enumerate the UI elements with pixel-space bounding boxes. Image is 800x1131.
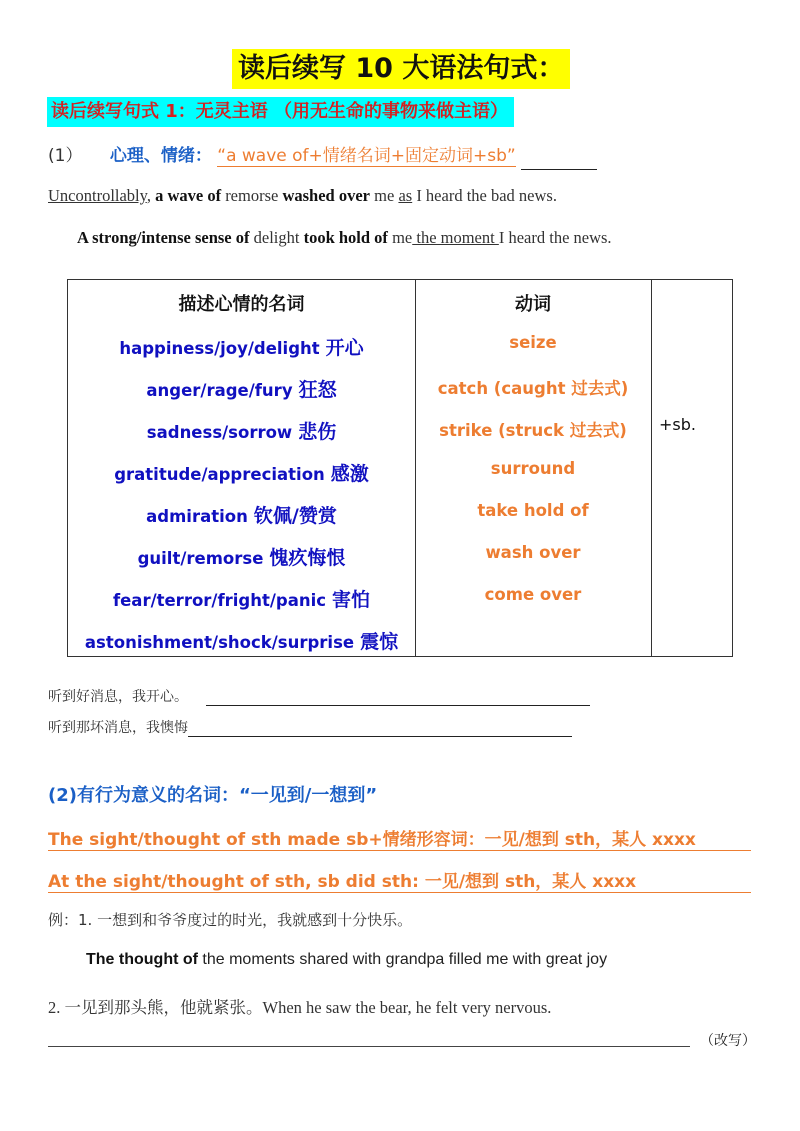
noun-en: happiness/joy/delight xyxy=(119,339,320,358)
table-row-noun xyxy=(68,333,415,360)
subsection1-heading xyxy=(48,143,597,170)
sentence-text: delight xyxy=(249,228,304,247)
bold-phrase: took hold of xyxy=(303,228,388,247)
table-row-noun xyxy=(68,417,415,444)
table-row-verb: wash over xyxy=(485,543,581,562)
table-row-verb: seize xyxy=(509,333,557,352)
noun-zh: 感激 xyxy=(330,463,369,485)
bold-phrase: a wave of xyxy=(155,186,222,205)
noun-en: sadness/sorrow xyxy=(146,423,293,442)
noun-zh: 震惊 xyxy=(360,631,399,653)
table-row-noun xyxy=(68,585,415,612)
noun-zh: 害怕 xyxy=(332,589,371,611)
section2-heading: (2)有行为意义的名词：“一见到/一想到” xyxy=(48,785,378,806)
table-row-noun xyxy=(68,543,415,570)
fill-blank-line xyxy=(521,149,597,170)
answer-blank[interactable] xyxy=(206,691,590,706)
rewrite-answer-line[interactable] xyxy=(48,1046,690,1047)
practice-prompt: 听到那坏消息，我懊悔 xyxy=(48,720,188,736)
table-divider xyxy=(651,280,652,656)
pattern-2: At the sight/thought of sth, sb did sth: 一见/想到 sth，某人 xxxx xyxy=(48,867,751,893)
table-row-noun xyxy=(68,501,415,528)
underlined-word: the moment xyxy=(412,228,499,247)
table-row-verb: strike (struck 过去式) xyxy=(439,421,627,440)
rewrite-note: （改写） xyxy=(700,1033,756,1049)
noun-zh: 狂怒 xyxy=(298,379,337,401)
table-row-verb: come over xyxy=(484,585,582,604)
bold-phrase: The thought of xyxy=(86,951,198,968)
noun-en: gratitude/appreciation xyxy=(114,465,325,484)
subsection1-label: 心理、情绪： xyxy=(109,146,212,166)
pattern-1-line xyxy=(48,825,751,851)
practice-line-2 xyxy=(48,717,572,737)
table-row-noun xyxy=(68,459,415,486)
underlined-word: as xyxy=(398,186,413,205)
table-row-verb: take hold of xyxy=(477,501,589,520)
noun-en: astonishment/shock/surprise xyxy=(84,633,355,652)
table-sb-cell: +sb. xyxy=(659,415,696,434)
pattern-2-line xyxy=(48,867,751,893)
noun-en: fear/terror/fright/panic xyxy=(112,591,327,610)
subsection1-formula: “a wave of+情绪名词+固定动词+sb” xyxy=(217,146,516,166)
sentence-text: I heard the news. xyxy=(498,228,612,247)
example-1-zh: 例：1. 一想到和爷爷度过的时光，我就感到十分快乐。 xyxy=(48,911,413,929)
answer-blank[interactable] xyxy=(188,722,572,737)
noun-zh: 悲伤 xyxy=(298,421,337,443)
pattern-1: The sight/thought of sth made sb+情绪形容词：一见/想到 sth，某人 xxxx xyxy=(48,825,751,851)
sentence-text: I heard the bad news. xyxy=(412,186,557,205)
bold-phrase: A strong/intense sense of xyxy=(77,228,250,247)
example-1-en xyxy=(86,951,607,969)
table-header-verb: 动词 xyxy=(515,294,551,315)
practice-line-1 xyxy=(48,686,590,706)
underlined-word: Uncontrollably xyxy=(48,186,147,205)
practice-prompt: 听到好消息，我开心。 xyxy=(48,689,188,705)
table-header-noun: 描述心情的名词 xyxy=(178,294,305,315)
noun-zh: 愧疚悔恨 xyxy=(269,547,346,569)
table-row-noun xyxy=(68,627,415,654)
sentence-text: me xyxy=(387,228,413,247)
page-title: 读后续写 10 大语法句式： xyxy=(232,49,570,89)
noun-zh: 钦佩/赞赏 xyxy=(253,505,337,527)
table-row-verb: surround xyxy=(490,459,576,478)
example-sentence-2 xyxy=(77,228,612,248)
noun-zh: 开心 xyxy=(325,337,364,359)
bold-phrase: washed over xyxy=(282,186,371,205)
noun-en: anger/rage/fury xyxy=(146,381,293,400)
sentence-text: , xyxy=(146,186,156,205)
noun-en: guilt/remorse xyxy=(137,549,264,568)
table-row-noun xyxy=(68,375,415,402)
sentence-text: remorse xyxy=(221,186,283,205)
example-sentence-1 xyxy=(48,186,557,206)
subsection1-number: (1） xyxy=(48,146,83,166)
section1-heading: 读后续写句式 1：无灵主语 （用无生命的事物来做主语） xyxy=(47,97,514,127)
example-2: 2. 一见到那头熊，他就紧张。When he saw the bear, he felt very nervous. xyxy=(48,998,552,1017)
sentence-text: the moments shared with grandpa filled me with great joy xyxy=(197,951,608,968)
emotion-noun-verb-table xyxy=(67,279,733,657)
table-row-verb: catch (caught 过去式) xyxy=(437,379,629,398)
sentence-text: me xyxy=(370,186,399,205)
noun-en: admiration xyxy=(146,507,248,526)
